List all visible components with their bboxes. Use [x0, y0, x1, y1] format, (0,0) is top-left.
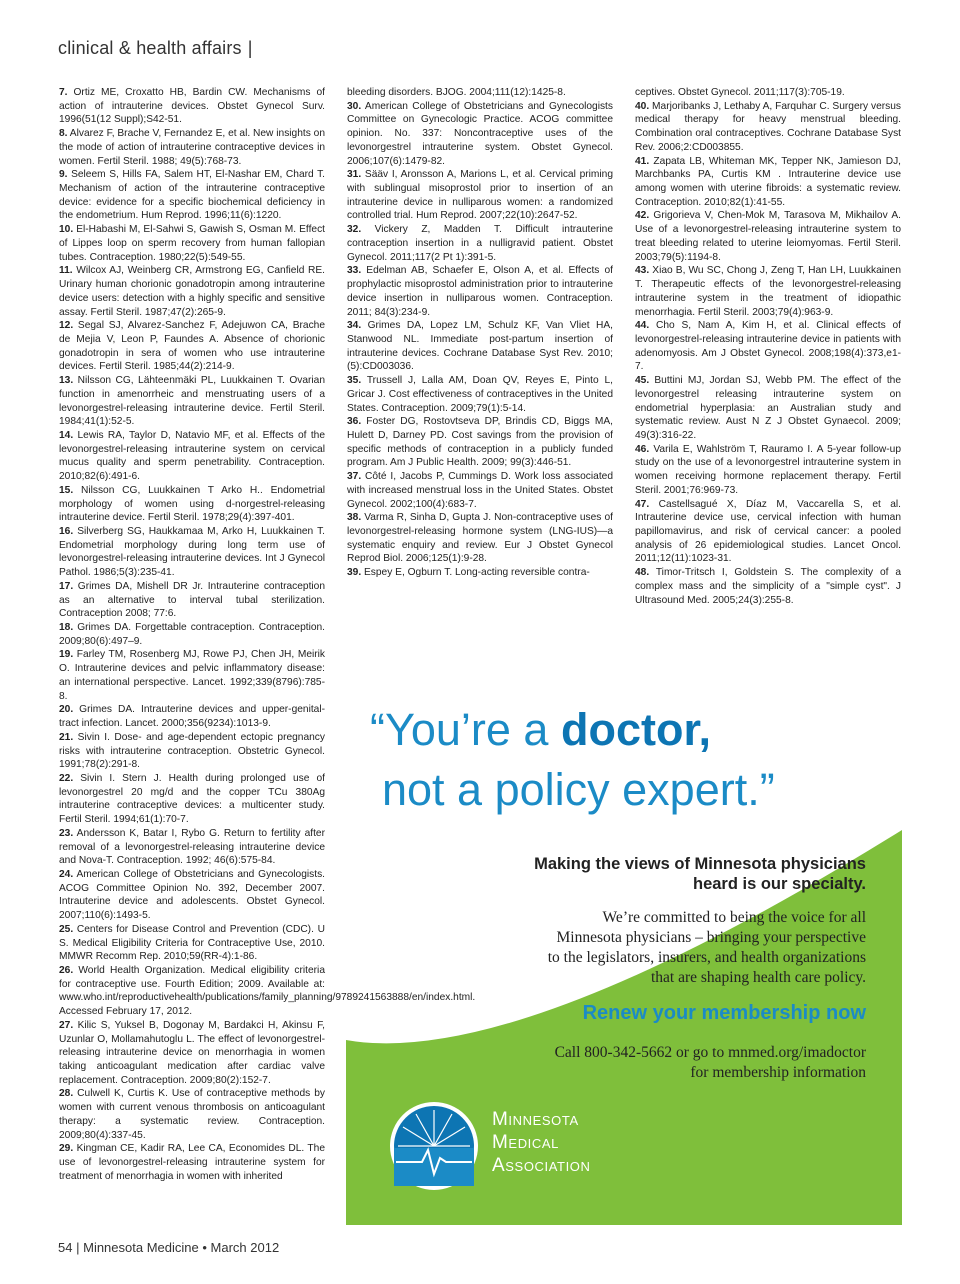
- reference-entry: [59, 868, 325, 923]
- reference-text: Nilsson CG, Luukkainen T Arko H.. Endometrial morphology of women using d-norgestrel-releasing intrauterine device. Fertil Steril. 1978;29(4):397-401.: [59, 484, 325, 524]
- reference-entry: [59, 374, 325, 429]
- reference-number: 28.: [59, 1088, 74, 1100]
- reference-entry: [347, 223, 613, 264]
- footer-bullet: •: [202, 1240, 207, 1255]
- reference-text: American College of Obstetricians and Gynecologists Committee on Gynecologic Practice. ACOG committee opinion. No. 337: Noncontraceptive uses of the levonorgestrel intrauterine system. Obstet Gynecol. 2006;107(6):1479-82.: [347, 100, 613, 167]
- reference-number: 25.: [59, 923, 74, 935]
- reference-text: Andersson K, Batar I, Rybo G. Return to fertility after removal of a levonorgestrel-releasing intrauterine device and Nova-T. Contraception. 1992; 46(6):575-84.: [59, 827, 325, 867]
- quote-line-2: not a policy expert.”: [382, 764, 775, 815]
- reference-number: 37.: [347, 471, 362, 483]
- reference-number: 27.: [59, 1019, 74, 1031]
- reference-number: 18.: [59, 622, 74, 634]
- reference-entry: [635, 374, 901, 443]
- reference-entry: [59, 923, 325, 964]
- reference-number: 42.: [635, 210, 650, 222]
- logo-word-1: Minnesota: [492, 1109, 579, 1130]
- reference-text: Kilic S, Yuksel B, Dogonay M, Bardakci H, Akinsu F, Uzunlar O, Mollamahutoglu L. The effect of levonorgestrel-releasing intrauterine device on menorrhagia in women taking anticoagulant medication after cardiac valve replacement. Contraception. 2009;80(2):152-7.: [59, 1019, 325, 1086]
- reference-entry: [59, 731, 325, 772]
- issue-date: March 2012: [210, 1240, 280, 1255]
- reference-text: Vickery Z, Madden T. Difficult intrauterine contraception insertion in a nulligravid patient. Obstet Gynecol. 2011;117(2 Pt 1):391-5.: [347, 224, 613, 263]
- reference-number: 48.: [635, 567, 650, 579]
- reference-text: Lewis RA, Taylor D, Natavio MF, et al. Effects of the levonorgestrel-releasing intrauterine system on cervical mucus quality and sperm penetrability. Contraception. 2010;82(6):491-6.: [59, 429, 325, 483]
- reference-number: 13.: [59, 375, 74, 387]
- reference-number: 41.: [635, 155, 650, 167]
- reference-text: Cho S, Nam A, Kim H, et al. Clinical effects of levonorgestrel-releasing intrauterine device in patients with adenomyosis. Am J Obstet Gynecol. 2008;198(4):373,e1-7.: [635, 320, 901, 373]
- reference-text: Buttini MJ, Jordan SJ, Webb PM. The effect of the levonorgestrel releasing intrauterine system on endometrial hyperplasia: an Australian study and systematic review. Aust N Z J Obstet Gynaecol. 2009; 49(3):316-22.: [635, 375, 901, 441]
- reference-entry: [59, 772, 325, 827]
- reference-text: Farley TM, Rosenberg MJ, Rowe PJ, Chen JH, Meirik O. Intrauterine devices and pelvic inflammatory disease: an international perspective. Lancet. 1992;339(8796):785-8.: [59, 649, 325, 702]
- reference-entry: [347, 86, 613, 100]
- reference-number: 38.: [347, 512, 362, 524]
- reference-entry: [635, 566, 901, 607]
- ad-body-text: [426, 908, 866, 988]
- reference-number: 34.: [347, 320, 362, 332]
- quote-bold-word: doctor,: [560, 704, 711, 755]
- reference-entry: [59, 964, 476, 1019]
- reference-text: Côté I, Jacobs P, Cummings D. Work loss associated with increased menstrual loss in the United States. Obstet Gynecol. 2002;100(4):683-7.: [347, 471, 613, 510]
- page-number: 54: [58, 1240, 73, 1255]
- reference-text: Castellsagué X, Díaz M, Vaccarella S, et al. Intrauterine device use, cervical infection with human papillomavirus, and risk of cervical cancer: a pooled analysis of 26 epidemiological studies. Lancet Oncol. 2011;12(11):1023-31.: [635, 498, 901, 565]
- reference-number: 40.: [635, 100, 650, 112]
- reference-text: Xiao B, Wu SC, Chong J, Zeng T, Han LH, Luukkainen T. Therapeutic effects of the levonorgestrel-releasing intrauterine system in the treatment of idiopathic menorrhagia. Fertil Steril. 2003;79(4):963-9.: [635, 265, 901, 318]
- renew-membership-link[interactable]: Renew your membership now: [582, 1002, 866, 1024]
- reference-text: Alvarez F, Brache V, Fernandez E, et al. New insights on the mode of action of intrauterine contraceptive devices in women. Fertil Steril. 1988; 49(5):768-73.: [59, 128, 325, 167]
- reference-number: 11.: [59, 265, 73, 277]
- reference-text: Sääv I, Aronsson A, Marions L, et al. Cervical priming with sublingual misoprostol prior to insertion of an intrauterine device in nulliparous women: a randomized controlled trial. Hum Reprod. 2007;22(10):2647-52.: [347, 169, 613, 222]
- reference-number: 31.: [347, 169, 362, 181]
- reference-text: Seleem S, Hills FA, Salem HT, El-Nashar EM, Chard T. Mechanism of action of the intrauterine contraceptive device: evidence for a specific biochemical deficiency in the endometrium. Hum Reprod. 1996;11(6):1220.: [59, 169, 325, 222]
- reference-text: Wilcox AJ, Weinberg CR, Armstrong EG, Canfield RE. Urinary human chorionic gonadotropin among intrauterine device users: detection with a highly specific and sensitive assay. Fertil Steril. 1987;47(2):265-9.: [59, 265, 325, 318]
- reference-text: Silverberg SG, Haukkamaa M, Arko H, Luukkainen T. Endometrial morphology during long term use of levonorgestrel-releasing intrauterine devices. Int J Gynecol Pathol. 1986;5(3):235-41.: [59, 526, 325, 579]
- reference-entry: [59, 127, 325, 168]
- reference-number: 21.: [59, 731, 74, 743]
- reference-entry: [59, 648, 325, 703]
- reference-text: Nilsson CG, Lähteenmäki PL, Luukkainen T. Ovarian function in amenorrheic and menstruating users of a levonorgestrel-releasing intrauterine device. Fertil Steril. 1984;41(1):52-5.: [59, 375, 325, 428]
- reference-number: 32.: [347, 224, 362, 236]
- reference-text: Edelman AB, Schaefer E, Olson A, et al. Effects of prophylactic misoprostol administration prior to intrauterine device insertion in nulliparous women. Contraception. 2011; 84(3):234-9.: [347, 265, 613, 318]
- reference-entry: [347, 319, 613, 374]
- reference-text: Centers for Disease Control and Prevention (CDC). U S. Medical Eligibility Criteria for Contraceptive Use, 2010. MMWR Recomm Rep. 2010;59(RR-4):1-86.: [59, 923, 325, 963]
- reference-number: 15.: [59, 484, 74, 496]
- reference-entry: [347, 511, 613, 566]
- call-line-1: Call 800-342-5662 or go to mnmed.org/imadoctor: [554, 1044, 866, 1061]
- reference-text: bleeding disorders. BJOG. 2004;111(12):1425-8.: [347, 87, 566, 98]
- reference-entry: [347, 566, 613, 580]
- references-column-2: [347, 86, 613, 580]
- reference-number: 36.: [347, 416, 362, 428]
- reference-number: 46.: [635, 443, 650, 455]
- reference-number: 23.: [59, 827, 74, 839]
- reference-number: 44.: [635, 320, 650, 332]
- reference-entry: [635, 209, 901, 264]
- section-header: [58, 38, 253, 59]
- reference-entry: [347, 264, 613, 319]
- call-line-2: for membership information: [690, 1064, 866, 1081]
- reference-entry: [635, 319, 901, 374]
- reference-entry: [635, 264, 901, 319]
- quote-line-1: [352, 700, 912, 760]
- section-title: clinical & health affairs: [58, 38, 242, 58]
- reference-text: Varma R, Sinha D, Gupta J. Non-contraceptive uses of levonorgestrel-releasing hormone system (LNG-IUS)—a systematic enquiry and review. Eur J Obstet Gynecol Reprod Biol. 2006;125(1):9-28.: [347, 512, 613, 565]
- reference-number: 17.: [59, 580, 74, 592]
- reference-text: Zapata LB, Whiteman MK, Tepper NK, Jamieson DJ, Marchbanks PA, Curtis KM . Intrauterine device use among women with uterine fibroids: a systematic review. Contraception. 2010;82(1):41-55.: [635, 155, 901, 208]
- body-line-3: to the legislators, insurers, and health organizations: [547, 949, 866, 966]
- reference-text: Grigorieva V, Chen-Mok M, Tarasova M, Mikhailov A. Use of a levonorgestrel-releasing intrauterine system to treat bleeding related to uterine leiomyomas. Fertil Steril. 2003;79(5):1194-8.: [635, 210, 901, 263]
- reference-text: American College of Obstetricians and Gynecologists. ACOG Committee Opinion No. 392, December 2007. Intrauterine device and adolescents. Obstet Gynecol. 2007;110(6):1493-5.: [59, 868, 325, 922]
- reference-number: 45.: [635, 375, 650, 387]
- reference-text: Sivin I. Dose- and age-dependent ectopic pregnancy risks with intrauterine contraception. Obstetric Gynecol. 1991;78(2):291-8.: [59, 731, 325, 771]
- reference-text: Timor-Tritsch I, Goldstein S. The complexity of a complex mass and the simplicity of a "simple cyst". J Ultrasound Med. 2005;24(3):255-8.: [635, 567, 901, 606]
- reference-entry: [59, 703, 325, 730]
- reference-entry: [59, 429, 325, 484]
- reference-entry: [347, 415, 613, 470]
- page-footer: [58, 1240, 279, 1255]
- reference-entry: [59, 621, 325, 648]
- reference-entry: [347, 168, 613, 223]
- logo-word-3: Association: [492, 1155, 591, 1176]
- reference-entry: [59, 1019, 325, 1088]
- reference-entry: [59, 1142, 325, 1183]
- reference-entry: [347, 374, 613, 415]
- reference-number: 16.: [59, 526, 74, 537]
- reference-entry: [635, 443, 901, 498]
- reference-entry: [59, 86, 325, 127]
- reference-text: Segal SJ, Alvarez-Sanchez F, Adejuwon CA, Brache de Mejia V, Leon P, Faundes A. Absence of chorionic gonadotropin in sera of women who use intrauterine devices. Fertil Steril. 1985;44(2):214-9.: [59, 320, 325, 373]
- reference-entry: [635, 100, 901, 155]
- header-separator: |: [247, 38, 253, 58]
- body-line-4: that are shaping health care policy.: [650, 969, 866, 986]
- reference-text: Ortiz ME, Croxatto HB, Bardin CW. Mechanisms of action of intrauterine devices. Obstet Gynecol Surv. 1996(51(12 Suppl);S42-51.: [59, 87, 325, 126]
- reference-number: 12.: [59, 320, 74, 332]
- body-line-1: We’re committed to being the voice for all: [602, 909, 866, 926]
- ad-quote: [352, 700, 912, 820]
- reference-entry: [59, 525, 325, 580]
- headline-line-2: heard is our specialty.: [692, 875, 866, 893]
- reference-entry: [635, 155, 901, 210]
- logo-word-2: Medical: [492, 1132, 559, 1153]
- reference-entry: [59, 484, 325, 525]
- ad-headline: [426, 854, 866, 894]
- reference-text: Grimes DA. Intrauterine devices and upper-genital-tract infection. Lancet. 2000;356(9234):1013-9.: [59, 704, 325, 730]
- body-line-2: Minnesota physicians – bringing your perspective: [556, 929, 866, 946]
- reference-text: Kingman CE, Kadir RA, Lee CA, Economides DL. The use of levonorgestrel-releasing intrauterine system for treatment of menorrhagia in women with inherited: [59, 1143, 325, 1182]
- reference-entry: [59, 168, 325, 223]
- reference-number: 24.: [59, 868, 74, 880]
- reference-entry: [59, 1087, 325, 1142]
- reference-number: 10.: [59, 224, 74, 236]
- reference-number: 14.: [59, 429, 74, 441]
- reference-text: World Health Organization. Medical eligibility criteria for contraceptive use. Fourth Edition; 2009. Available at: www.who.int/reproductivehealth/publications/family_planning/9789241563888/en/index.html. Accessed February 17, 2012.: [59, 965, 476, 1018]
- reference-entry: [635, 498, 901, 567]
- reference-number: 19.: [59, 649, 74, 661]
- reference-text: Trussell J, Lalla AM, Doan QV, Reyes E, Pinto L, Gricar J. Cost effectiveness of contraceptives in the United States. Contraception. 2009;79(1):5-14.: [347, 375, 613, 414]
- reference-entry: [59, 827, 325, 868]
- reference-number: 8.: [59, 128, 68, 140]
- reference-entry: [635, 86, 901, 100]
- publication-name: Minnesota Medicine: [83, 1240, 199, 1255]
- mma-logo-icon: [388, 1100, 480, 1192]
- reference-number: 9.: [59, 169, 68, 181]
- reference-number: 30.: [347, 100, 362, 112]
- reference-text: Culwell K, Curtis K. Use of contraceptive methods by women with current venous thrombosis on anticoagulant therapy: a systematic review. Contraception. 2009;80(4):337-45.: [59, 1088, 325, 1141]
- reference-text: ceptives. Obstet Gynecol. 2011;117(3):705-19.: [635, 87, 845, 98]
- quote-line-1-pre: “You’re a: [370, 704, 561, 755]
- ad-call-to-action: [426, 1043, 866, 1083]
- reference-number: 29.: [59, 1143, 74, 1155]
- reference-entry: [59, 223, 325, 264]
- reference-number: 39.: [347, 567, 362, 579]
- references-column-3: [635, 86, 901, 607]
- reference-text: Espey E, Ogburn T. Long-acting reversible contra-: [361, 567, 590, 579]
- reference-text: Foster DG, Rostovtseva DP, Brindis CD, Biggs MA, Hulett D, Darney PD. Cost savings from the provision of specific methods of contraception in a publicly funded program. Am J Public Health. 2009; 99(3):446-51.: [347, 416, 613, 469]
- reference-number: 33.: [347, 265, 362, 277]
- reference-number: 20.: [59, 704, 74, 716]
- reference-entry: [347, 100, 613, 169]
- mma-logo-text: [492, 1108, 591, 1177]
- reference-number: 43.: [635, 265, 650, 277]
- reference-entry: [59, 580, 325, 621]
- reference-text: Sivin I. Stern J. Health during prolonged use of levonorgestrel 20 mg/d and the copper TCu 380Ag intrauterine contraceptive devices: a multicenter study. Fertil Steril. 1994;61(1):70-7.: [59, 772, 325, 826]
- reference-entry: [59, 264, 325, 319]
- headline-line-1: Making the views of Minnesota physicians: [534, 855, 866, 873]
- reference-number: 47.: [635, 498, 650, 510]
- reference-entry: [59, 319, 325, 374]
- reference-entry: [347, 470, 613, 511]
- reference-number: 35.: [347, 375, 362, 387]
- reference-text: Grimes DA, Lopez LM, Schulz KF, Van Vliet HA, Stanwood NL. Immediate post-partum insertion of intrauterine devices. Cochrane Database Syst Rev. 2010;(5):CD003036.: [347, 320, 613, 373]
- footer-separator: |: [76, 1240, 80, 1255]
- reference-number: 7.: [59, 87, 68, 98]
- reference-text: Marjoribanks J, Lethaby A, Farquhar C. Surgery versus medical therapy for heavy menstrual bleeding. Combination oral contraceptives. Cochrane Database Syst Rev. 2006;2:CD003855.: [635, 100, 901, 153]
- reference-text: Grimes DA. Forgettable contraception. Contraception. 2009;80(6):497–9.: [59, 622, 325, 647]
- reference-number: 22.: [59, 772, 74, 784]
- reference-text: Grimes DA, Mishell DR Jr. Intrauterine contraception as an alternative to interval tubal sterilization. Contraception 2008; 77:6.: [59, 580, 325, 620]
- reference-number: 26.: [59, 965, 74, 976]
- reference-text: El-Habashi M, El-Sahwi S, Gawish S, Osman M. Effect of Lippes loop on sperm recovery from human fallopian tubes. Contraception. 1980;22(5):549-55.: [59, 224, 325, 263]
- reference-text: Varila E, Wahlström T, Rauramo I. A 5-year follow-up study on the use of a levonorgestrel intrauterine system in women receiving hormone replacement therapy. Fertil Steril. 2001;76:969-73.: [635, 443, 901, 496]
